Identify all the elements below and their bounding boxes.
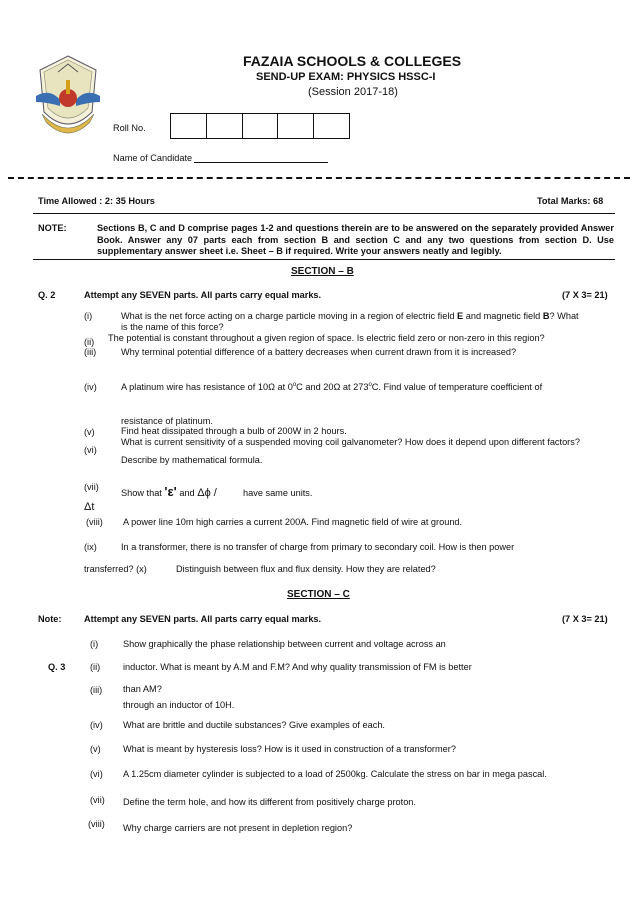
- time-allowed: Time Allowed : 2: 35 Hours: [38, 196, 155, 206]
- q2-iv-line2: resistance of platinum.: [121, 416, 213, 426]
- q2-iv-text-a: A platinum wire has resistance of 10Ω at 0: [121, 382, 293, 393]
- q2-ix-line2: transferred? (x): [84, 564, 147, 574]
- q3-instruction: Attempt any SEVEN parts. All parts carry equal marks.: [84, 614, 322, 624]
- q3-vi-number: (vi): [90, 769, 103, 779]
- q2-v-text: Find heat dissipated through a bulb of 200W in 2 hours.: [121, 426, 347, 436]
- q2-vii-dt: Δt: [84, 501, 95, 513]
- q2-i-E: E: [457, 311, 464, 321]
- roll-number-boxes[interactable]: [170, 113, 350, 139]
- q3-v-text: What is meant by hysteresis loss? How is it used in construction of a transformer?: [123, 744, 456, 754]
- q2-iv-text-c: C. Find value of temperature coefficient of: [371, 382, 543, 393]
- q2-ii-number: (ii): [84, 337, 95, 347]
- q2-i-number: (i): [84, 311, 93, 321]
- q3-iii-line2: through an inductor of 10H.: [123, 700, 235, 710]
- q2-vii-dphi: Δϕ /: [197, 487, 217, 499]
- q2-vii-text: [121, 484, 217, 499]
- q3-vi-text: A 1.25cm diameter cylinder is subjected to a load of 2500kg. Calculate the stress on bar in mega pascal.: [123, 769, 547, 779]
- roll-number-digit[interactable]: [278, 114, 314, 138]
- q2-iii-text: Why terminal potential difference of a battery decreases when current drawn from it is increased?: [121, 347, 517, 357]
- q2-v-number: (v): [84, 427, 95, 437]
- q3-v-number: (v): [90, 744, 101, 754]
- section-b-heading: SECTION – B: [291, 266, 354, 277]
- roll-number-label: Roll No.: [113, 123, 146, 133]
- rule-note: [33, 259, 615, 260]
- q2-vi-text: What is current sensitivity of a suspended moving coil galvanometer? How does it depend upon different factors?: [121, 437, 580, 447]
- roll-number-digit[interactable]: [243, 114, 279, 138]
- roll-number-digit[interactable]: [171, 114, 207, 138]
- q2-vii-text-b: and: [176, 488, 198, 498]
- q2-i-text: [121, 311, 579, 321]
- q2-viii-number: (viii): [86, 517, 103, 527]
- total-marks: Total Marks: 68: [537, 196, 604, 206]
- note-label: NOTE:: [38, 223, 67, 233]
- q2-iv-text: [121, 382, 542, 392]
- q2-ix-text: In a transformer, there is no transfer of charge from primary to secondary coil. How is then power: [121, 542, 515, 552]
- q2-ii-text: The potential is constant throughout a given region of space. Is electric field zero or non-zero in this region?: [108, 333, 545, 343]
- q2-marks: (7 X 3= 21): [562, 290, 608, 300]
- q3-label: Q. 3: [48, 662, 66, 672]
- school-logo: [30, 52, 106, 144]
- candidate-name-line[interactable]: [194, 162, 328, 163]
- q2-i-text-c: ? What: [549, 311, 579, 321]
- q3-iii-number: (iii): [90, 685, 103, 695]
- q3-iv-text: What are brittle and ductile substances? Give examples of each.: [123, 720, 385, 730]
- q2-label: Q. 2: [38, 290, 56, 300]
- q3-ii-text: inductor. What is meant by A.M and F.M? And why quality transmission of FM is better: [123, 662, 472, 672]
- q3-i-number: (i): [90, 639, 99, 649]
- q2-vi-number: (vi): [84, 445, 97, 455]
- q2-ix-number: (ix): [84, 542, 97, 552]
- q2-vii-text-a: Show that: [121, 488, 165, 498]
- note-text: Sections B, C and D comprise pages 1-2 and questions therein are to be answered on the separately provided Answer Book. Answer any 07 parts each from section B and section C and any two questions from section D. Use supplementary answer sheet i.e. Sheet – B if required. Write your answers neatly and legibly.: [97, 223, 614, 256]
- roll-number-digit[interactable]: [207, 114, 243, 138]
- q2-vii-text-c: have same units.: [243, 488, 313, 498]
- q2-i-text-a: What is the net force acting on a charge particle moving in a region of electric field: [121, 311, 458, 321]
- roll-number-digit[interactable]: [314, 114, 349, 138]
- section-c-heading: SECTION – C: [287, 589, 350, 600]
- header-divider: [8, 177, 630, 179]
- q3-i-text: Show graphically the phase relationship between current and voltage across an: [123, 639, 446, 649]
- q2-iv-number: (iv): [84, 382, 97, 392]
- q3-vii-number: (vii): [90, 795, 105, 805]
- q2-i-B: B: [542, 311, 550, 321]
- q2-x-text: Distinguish between flux and flux density. How they are related?: [176, 564, 436, 574]
- q3-marks: (7 X 3= 21): [562, 614, 608, 624]
- exam-title: SEND-UP EXAM: PHYSICS HSSC-I: [256, 71, 436, 83]
- q2-vi-line2: Describe by mathematical formula.: [121, 455, 263, 465]
- q3-viii-number: (viii): [88, 819, 105, 829]
- candidate-name-label: Name of Candidate: [113, 153, 193, 163]
- q3-vii-text: Define the term hole, and how its different from positively charge proton.: [123, 797, 416, 807]
- q2-i-text-b: and magnetic field: [463, 311, 543, 321]
- q2-vii-epsilon: 'ε': [164, 484, 177, 499]
- q2-iv-text-b: C and 20Ω at 273: [296, 382, 369, 393]
- session-label: (Session 2017-18): [308, 86, 398, 98]
- rule-top: [33, 213, 615, 214]
- q2-iv-sup1: o: [292, 382, 297, 388]
- q3-iv-number: (iv): [90, 720, 103, 730]
- q3-iii-text: than AM?: [123, 684, 162, 694]
- q2-iii-number: (iii): [84, 347, 97, 357]
- q2-viii-text: A power line 10m high carries a current 200A. Find magnetic field of wire at ground.: [123, 517, 463, 527]
- school-title: FAZAIA SCHOOLS & COLLEGES: [243, 53, 462, 69]
- q2-vii-number: (vii): [84, 482, 99, 492]
- q3-viii-text: Why charge carriers are not present in depletion region?: [123, 823, 353, 833]
- q2-instruction: Attempt any SEVEN parts. All parts carry equal marks.: [84, 290, 322, 300]
- q2-i-line2: is the name of this force?: [121, 322, 224, 332]
- q2-iv-sup2: o: [368, 382, 372, 388]
- section-c-note-label: Note:: [38, 614, 62, 624]
- q3-ii-number: (ii): [90, 662, 101, 672]
